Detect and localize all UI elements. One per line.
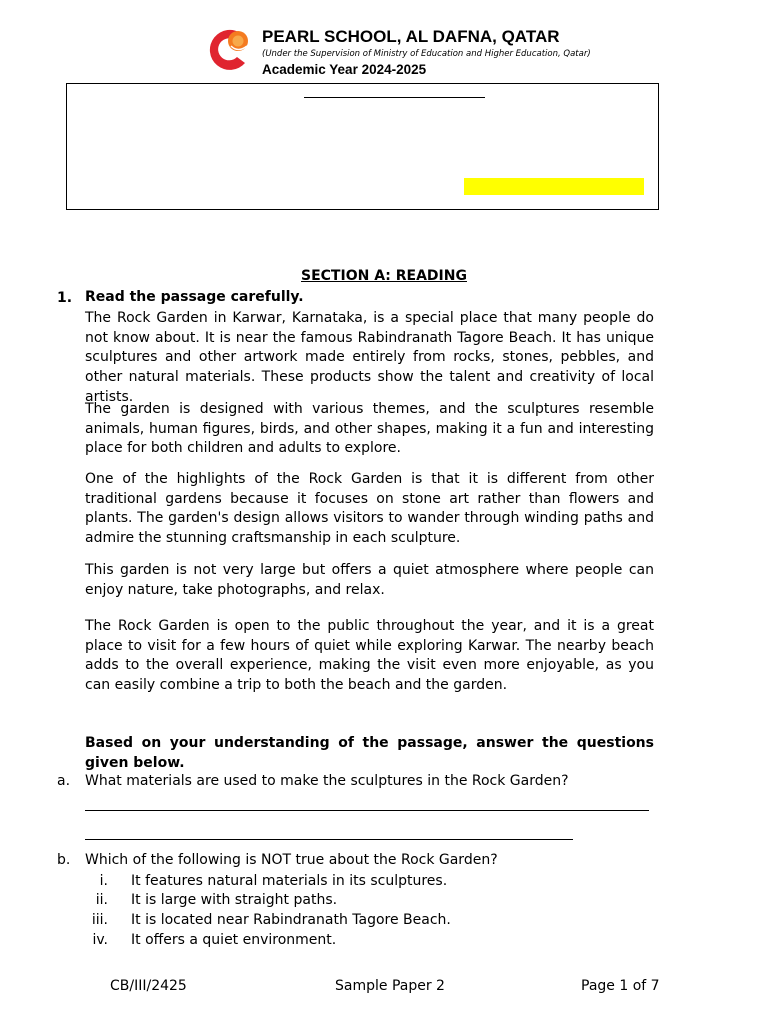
option-number: iii. — [91, 912, 108, 928]
passage-paragraph-2: The garden is designed with various themes, and the sculptures resemble animals, human figures, birds, and other shapes, making it a fun and interesting place for both children and adults to explore. — [85, 401, 654, 457]
questions-instruction: Based on your understanding of the passage, answer the questions given below. — [85, 735, 654, 771]
section-title: SECTION A: READING — [301, 268, 467, 284]
question-a-text: What materials are used to make the sculptures in the Rock Garden? — [85, 773, 569, 789]
footer-code: CB/III/2425 — [110, 978, 187, 994]
highlighted-field — [464, 178, 644, 195]
footer-page: Page 1 of 7 — [581, 978, 660, 994]
answer-line[interactable] — [85, 810, 649, 811]
option-text: It features natural materials in its sculptures. — [131, 873, 448, 889]
academic-year: Academic Year 2024-2025 — [262, 62, 427, 77]
school-name: PEARL SCHOOL, AL DAFNA, QATAR — [262, 27, 560, 46]
passage-paragraph-5: The Rock Garden is open to the public throughout the year, and it is a great place to visit for a few hours of quiet while exploring Karwar. The nearby beach adds to the overall experience, making the visit even more enjoyable, as you can easily combine a trip to both the beach and the garden. — [85, 618, 654, 694]
question-a-letter: a. — [57, 773, 71, 789]
question-b-letter: b. — [57, 852, 71, 868]
option-text: It is located near Rabindranath Tagore Beach. — [131, 912, 451, 928]
footer-paper: Sample Paper 2 — [335, 978, 445, 994]
passage-paragraph-1: The Rock Garden in Karwar, Karnataka, is a special place that many people do not know about. It is near the famous Rabindranath Tagore Beach. It has unique sculptures and other artwork made entirely from rocks, stones, pebbles, and other natural materials. These products show the talent and creativity of local artists. — [85, 310, 654, 405]
title-underline — [304, 97, 485, 98]
answer-line[interactable] — [85, 839, 573, 840]
passage-paragraph-4: This garden is not very large but offers a quiet atmosphere where people can enjoy nature, take photographs, and relax. — [85, 562, 654, 598]
question-number: 1. — [57, 290, 73, 306]
passage-paragraph-3: One of the highlights of the Rock Garden is that it is different from other traditional gardens because it focuses on stone art rather than flowers and plants. The garden's design allows visitors to wander through winding paths and admire the stunning craftsmanship in each sculpture. — [85, 471, 654, 547]
supervision-note: (Under the Supervision of Ministry of Education and Higher Education, Qatar) — [262, 49, 591, 59]
option-number: iv. — [92, 932, 108, 948]
school-logo — [207, 26, 253, 74]
option-number: ii. — [95, 892, 108, 908]
question-b-text: Which of the following is NOT true about the Rock Garden? — [85, 852, 498, 868]
option-number: i. — [99, 873, 108, 889]
reading-instruction: Read the passage carefully. — [85, 289, 304, 305]
option-text: It is large with straight paths. — [131, 892, 338, 908]
option-text: It offers a quiet environment. — [131, 932, 337, 948]
